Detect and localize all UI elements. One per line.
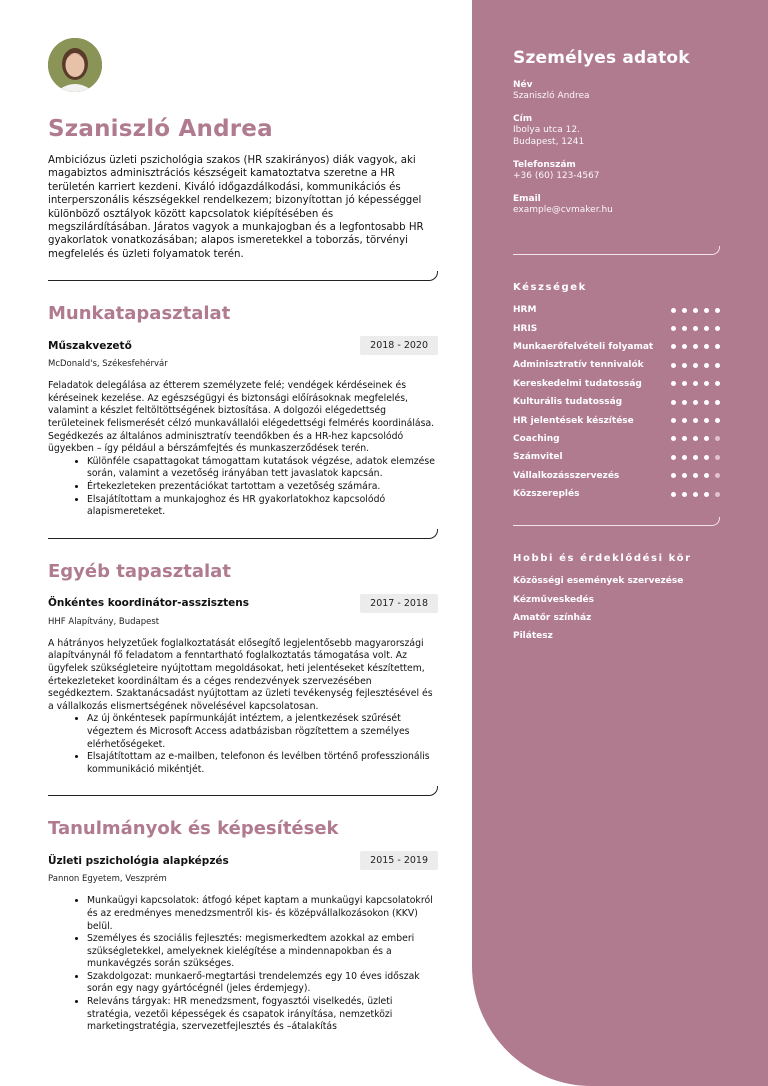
skill-row — [513, 319, 720, 337]
skill-level-rating — [671, 308, 720, 313]
education-school: Pannon Egyetem, Veszprém — [48, 874, 167, 885]
skill-level-dot — [671, 418, 676, 423]
skill-row — [513, 467, 720, 485]
work-job-title: Műszakvezető — [48, 339, 132, 352]
personal-value: example@cvmaker.hu — [513, 205, 613, 215]
personal-label: Cím — [513, 114, 533, 124]
personal-value: Budapest, 1241 — [513, 137, 585, 147]
skill-level-dot — [682, 473, 687, 478]
candidate-name: Szaniszló Andrea — [48, 116, 273, 142]
sidebar-divider — [513, 517, 720, 526]
skill-row — [513, 301, 720, 319]
skill-level-dot — [682, 455, 687, 460]
skill-name: Kereskedelmi tudatosság — [513, 378, 642, 389]
sidebar-divider — [513, 246, 720, 255]
skill-level-dot — [682, 492, 687, 497]
work-job-header — [48, 336, 438, 355]
personal-field-phone — [513, 160, 720, 182]
skill-name: Közszereplés — [513, 489, 580, 500]
list-item: • Értekezleteken prezentációkat tartottam a vezetőség számára. — [87, 481, 438, 494]
work-employer: McDonald's, Székesfehérvár — [48, 359, 168, 370]
skill-name: Kulturális tudatosság — [513, 397, 623, 408]
skill-level-rating — [671, 326, 720, 331]
skill-level-dot — [693, 400, 698, 405]
personal-label: Név — [513, 80, 533, 90]
personal-value: Szaniszló Andrea — [513, 91, 590, 101]
skill-level-dot — [715, 308, 720, 313]
skill-level-dot — [715, 418, 720, 423]
skill-level-dot — [682, 308, 687, 313]
other-description: A hátrányos helyzetűek foglalkoztatását elősegítő legjelentősebb magyarországi alapítványnál fő feladatom a fenntartható foglalkoztatás támogatása volt. Az ügyfelek szükségleteire nyújtottam megoldásokat, heti jelentéseket készítettem, értekezleteket koordináltam és a céges rendezvények szervezésében segédkeztem. Szaktanácsadást nyújtottam az üzleti tevékenység fejlesztésével és a vállalkozás elismertségének növelésével kapcsolatosan. — [48, 637, 433, 712]
skill-level-rating — [671, 344, 720, 349]
section-divider — [48, 271, 438, 281]
skill-level-dot — [704, 400, 709, 405]
skill-level-dot — [715, 344, 720, 349]
skill-row — [513, 485, 720, 503]
skill-row — [513, 448, 720, 466]
work-date-badge: 2018 - 2020 — [360, 336, 438, 355]
skill-level-dot — [671, 363, 676, 368]
work-description: Feladatok delegálása az étterem személyzete felé; vendégek kérdéseinek és kéréseinek kezelése. Az egészségügyi és biztonsági előírásoknak megfelelés, valamint a készlet feltöltöttségének biztosítása. A dolgozói elégedettség területeinek felismerését célzó munkavállalói elégedettségi felmérés koordinálása. Segédkezés az általános adminisztratív teendőkben és a HR-hez kapcsolódó ügyekben – így például a bérszámfejtés és munkaszerződések terén. — [48, 380, 435, 455]
list-item: • Munkaügyi kapcsolatok: átfogó képet kaptam a munkaügyi kapcsolatokról és az eredményes menedzsmentről kis- és középvállalkozásokon (KKV) belül. — [87, 895, 438, 933]
other-section-title: Egyéb tapasztalat — [48, 560, 231, 582]
personal-field-name — [513, 80, 720, 102]
other-job-header — [48, 594, 438, 613]
personal-section-title: Személyes adatok — [513, 48, 690, 68]
skill-level-dot — [704, 418, 709, 423]
main-column — [48, 38, 438, 1034]
skill-level-dot — [693, 308, 698, 313]
skill-level-dot — [693, 381, 698, 386]
list-item: • Elsajátítottam az e-mailben, telefonon és levélben történő professzionális kommunikáció mikéntjét. — [87, 751, 438, 776]
skill-level-dot — [704, 473, 709, 478]
skill-level-dot — [693, 344, 698, 349]
skill-level-dot — [704, 363, 709, 368]
skill-level-dot — [671, 455, 676, 460]
list-item: • Az új önkéntesek papírmunkáját intéztem, a jelentkezések szűrését végeztem és Microsoft Access adatbázisban rögzítettem a személyes elérhetőségeket. — [87, 713, 438, 751]
skill-level-rating — [671, 381, 720, 386]
skill-level-dot — [671, 344, 676, 349]
skill-level-rating — [671, 363, 720, 368]
skill-level-dot — [671, 473, 676, 478]
skill-level-rating — [671, 418, 720, 423]
skill-level-dot — [671, 492, 676, 497]
skill-level-dot — [671, 326, 676, 331]
profile-photo-image — [48, 38, 102, 92]
skill-name: Coaching — [513, 433, 560, 444]
skill-level-dot — [715, 400, 720, 405]
work-section-title: Munkatapasztalat — [48, 303, 231, 325]
other-employer: HHF Alapítvány, Budapest — [48, 616, 160, 627]
section-divider — [48, 786, 438, 796]
skill-level-dot — [671, 308, 676, 313]
personal-value: Ibolya utca 12. — [513, 125, 580, 135]
skill-level-dot — [715, 473, 720, 478]
skill-row — [513, 430, 720, 448]
hobby-item: Amatőr színház — [513, 613, 592, 624]
skill-level-dot — [704, 344, 709, 349]
profile-photo — [48, 38, 102, 92]
hobbies-section-title: Hobbi és érdeklődési kör — [513, 553, 692, 565]
skill-row — [513, 393, 720, 411]
skill-level-dot — [693, 455, 698, 460]
skill-level-dot — [693, 436, 698, 441]
skill-name: Adminisztratív tennivalók — [513, 360, 644, 371]
skill-level-dot — [704, 455, 709, 460]
skill-level-dot — [682, 418, 687, 423]
skill-level-rating — [671, 455, 720, 460]
skill-level-dot — [715, 363, 720, 368]
skill-name: Vállalkozásszervezés — [513, 470, 620, 481]
list-item: • Személyes és szociális fejlesztés: megismerkedtem azokkal az emberi szükségletekkel, amelyeknek kielégítése a mindennapokban és a munkavégzés során szükséges. — [87, 933, 438, 971]
list-item: • Különféle csapattagokat támogattam kutatások végzése, adatok elemzése során, valamint a vezetőség irányában tett javaslatok kapcsán. — [87, 456, 438, 481]
skills-section-title: Készségek — [513, 282, 587, 293]
hobby-list — [513, 572, 720, 646]
skill-level-dot — [715, 492, 720, 497]
skill-level-dot — [704, 436, 709, 441]
skill-level-dot — [693, 418, 698, 423]
skill-name: HR jelentések készítése — [513, 415, 634, 426]
personal-label: Telefonszám — [513, 160, 576, 170]
sidebar — [472, 0, 768, 1086]
skill-level-dot — [715, 455, 720, 460]
other-date-badge: 2017 - 2018 — [360, 594, 438, 613]
skill-level-dot — [715, 381, 720, 386]
skill-level-dot — [715, 436, 720, 441]
section-divider — [48, 529, 438, 539]
skill-level-dot — [682, 344, 687, 349]
other-job-title: Önkéntes koordinátor-asszisztens — [48, 597, 250, 610]
hobby-item: Pilátesz — [513, 631, 553, 642]
hobby-item: Kézműveskedés — [513, 594, 595, 605]
skill-level-dot — [704, 381, 709, 386]
skill-level-rating — [671, 492, 720, 497]
personal-field-email — [513, 194, 720, 216]
list-item: • Elsajátítottam a munkajoghoz és HR gyakorlatokhoz kapcsolódó alapismereteket. — [87, 494, 438, 519]
skill-level-dot — [715, 326, 720, 331]
skill-level-dot — [704, 308, 709, 313]
skill-name: HRM — [513, 305, 537, 316]
skill-level-dot — [693, 473, 698, 478]
education-date-badge: 2015 - 2019 — [360, 851, 438, 870]
other-bullet-list — [87, 713, 438, 776]
list-item: • Szakdolgozat: munkaerő-megtartási trendelemzés egy 10 éves időszak során egy nagy gyártócégnél (jeles érdemjegy). — [87, 971, 438, 996]
education-bullet-list — [87, 895, 438, 1034]
hobby-item: Közösségi események szervezése — [513, 576, 684, 587]
skill-level-rating — [671, 436, 720, 441]
skill-level-dot — [693, 326, 698, 331]
personal-field-address — [513, 114, 720, 148]
skill-row — [513, 338, 720, 356]
skill-level-dot — [671, 381, 676, 386]
list-item: • Releváns tárgyak: HR menedzsment, fogyasztói viselkedés, üzleti stratégia, vezetői képességek és csapatok irányítása, nemzetközi marketingstratégia, szervezetfejlesztés és –átalakítás — [87, 996, 438, 1034]
skill-level-dot — [671, 400, 676, 405]
skill-level-dot — [682, 436, 687, 441]
skill-name: Számvitel — [513, 452, 563, 463]
education-section-title: Tanulmányok és képesítések — [48, 818, 339, 840]
skill-level-dot — [704, 326, 709, 331]
skill-level-dot — [704, 492, 709, 497]
skill-level-dot — [693, 492, 698, 497]
skill-level-dot — [682, 326, 687, 331]
skill-level-dot — [682, 400, 687, 405]
skill-name: HRIS — [513, 323, 538, 334]
skill-level-dot — [682, 363, 687, 368]
skill-row — [513, 356, 720, 374]
skill-level-dot — [682, 381, 687, 386]
skill-row — [513, 375, 720, 393]
skill-row — [513, 411, 720, 429]
skill-level-dot — [671, 436, 676, 441]
personal-value: +36 (60) 123-4567 — [513, 171, 600, 181]
skill-name: Munkaerőfelvételi folyamat — [513, 341, 654, 352]
skill-level-rating — [671, 473, 720, 478]
work-bullet-list — [87, 456, 438, 519]
skill-level-rating — [671, 400, 720, 405]
education-header — [48, 851, 438, 870]
skill-level-dot — [693, 363, 698, 368]
skills-list — [513, 301, 720, 503]
profile-summary: Ambiciózus üzleti pszichológia szakos (HR szakirányos) diák vagyok, aki magabiztos adminisztrációs készségeit kamatoztatva szeretne a HR területén karriert kezdeni. Kiváló időgazdálkodási, kommunikációs és interperszonális készségekkel rendelkezem; bizonyítottan jó képességgel különböző osztályok között kapcsolatok kiépítésében és megszilárdításában. Járatos vagyok a munkajogban és a legfontosabb HR gyakorlatok vonatkozásában; alapos ismeretekkel a toborzás, törvényi megfelelés és üzleti folyamatok terén. — [48, 155, 424, 260]
personal-label: Email — [513, 194, 541, 204]
education-title: Üzleti pszichológia alapképzés — [48, 854, 229, 867]
